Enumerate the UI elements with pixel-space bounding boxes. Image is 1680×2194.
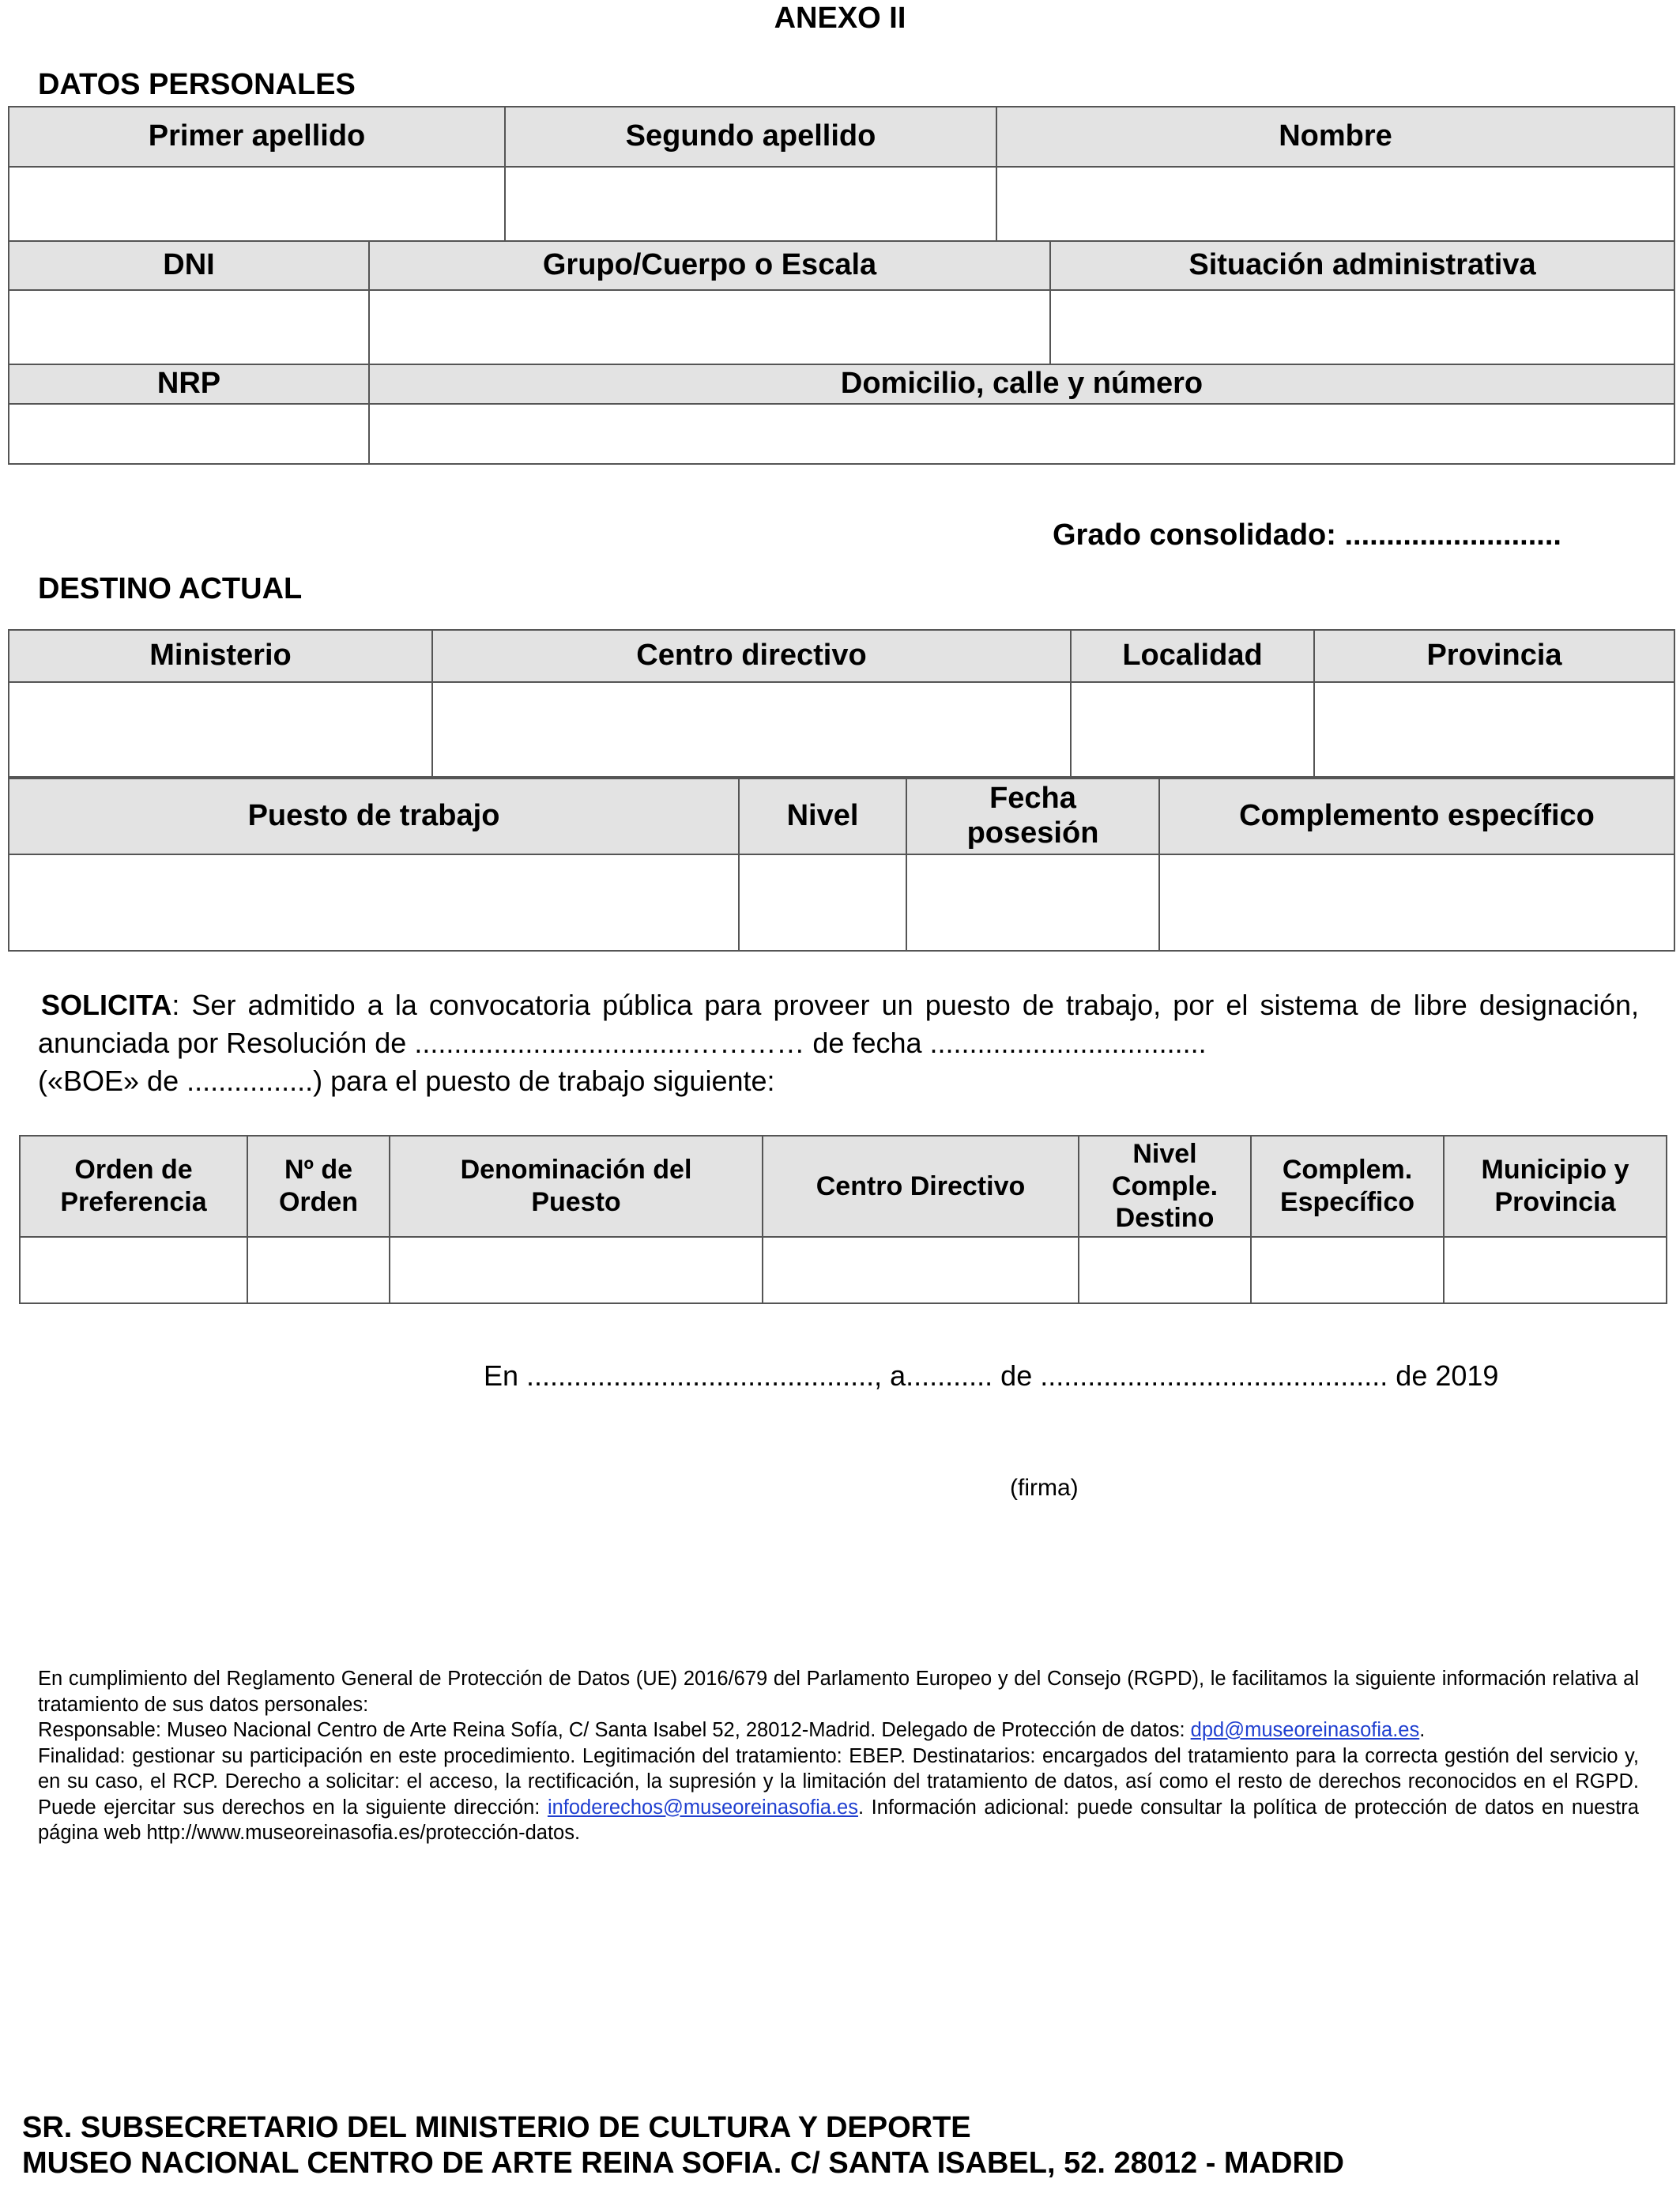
header-fecha-line-2: posesión [966, 816, 1099, 850]
header-nivel-line-1: Nivel [1132, 1138, 1197, 1169]
header-orden-preferencia [20, 1136, 247, 1237]
field-segundo-apellido[interactable] [505, 167, 996, 241]
solicita-paragraph [38, 986, 1639, 1062]
header-ministerio: Ministerio [9, 630, 432, 682]
solicita-text: : Ser admitido a la convocatoria pública para proveer un puesto de trabajo, por el sistema de libre designación, anunciada por Resolución de ...................................………… de fecha ................................... [38, 989, 1639, 1059]
header-denominacion-line-1: Denominación del [460, 1155, 692, 1186]
personal-data-table-1 [8, 106, 1675, 242]
field-municipio-provincia[interactable] [1444, 1237, 1667, 1303]
field-puesto-trabajo[interactable] [9, 854, 739, 951]
header-localidad: Localidad [1071, 630, 1314, 682]
destino-table-1 [8, 629, 1675, 778]
rgpd-finalidad-text: Finalidad: gestionar su participación en este procedimiento. Legitimación del tratamiento: EBEP. Destinatarios: encargados del tratamiento para la correcta gestión del servicio y, en su caso, el RCP. Derecho a solicitar: el acceso, la rectificación, la supresión y la limitación del tratamiento de datos, así como el resto de derechos reconocidos en el RGPD. Puede ejercitar sus derechos en la siguiente dirección: [38, 1744, 1639, 1819]
rgpd-intro: En cumplimiento del Reglamento General de Protección de Datos (UE) 2016/679 del Parlamento Europeo y del Consejo (RGPD), le facilitamos la siguiente información relativa al tratamiento de sus datos personales: [38, 1668, 1639, 1716]
header-orden-preferencia-line-1: Orden de [74, 1155, 193, 1186]
destino-table-2 [8, 778, 1675, 952]
rgpd-finalidad [38, 1744, 1639, 1846]
header-nrp: NRP [9, 364, 369, 404]
header-centro-directivo-puesto: Centro Directivo [763, 1136, 1079, 1237]
section-heading-destino-actual: DESTINO ACTUAL [38, 572, 303, 605]
firma-label: (firma) [1010, 1475, 1079, 1501]
field-localidad[interactable] [1071, 682, 1314, 777]
infoderechos-email-link[interactable]: infoderechos@museoreinasofia.es [547, 1796, 858, 1819]
header-orden-preferencia-line-2: Preferencia [60, 1187, 207, 1217]
dpd-email-link[interactable]: dpd@museoreinasofia.es [1190, 1719, 1420, 1741]
field-centro-directivo-puesto[interactable] [763, 1237, 1079, 1303]
header-provincia: Provincia [1314, 630, 1674, 682]
header-primer-apellido: Primer apellido [9, 107, 505, 167]
field-dni[interactable] [9, 290, 369, 364]
header-complemento-especifico-puesto [1251, 1136, 1444, 1237]
header-numero-orden-line-2: Orden [278, 1187, 359, 1217]
header-fecha-line-1: Fecha [989, 782, 1076, 816]
solicita-boe-line: («BOE» de ................) para el puesto de trabajo siguiente: [38, 1065, 775, 1097]
header-municipio-line-1: Municipio y [1481, 1155, 1629, 1186]
rgpd-notice [38, 1666, 1639, 1846]
header-segundo-apellido: Segundo apellido [505, 107, 996, 167]
field-nrp[interactable] [9, 404, 369, 464]
header-nivel-line-2: Comple. [1111, 1171, 1219, 1201]
field-nivel-complemento-destino[interactable] [1079, 1237, 1251, 1303]
field-complemento-especifico-puesto[interactable] [1251, 1237, 1444, 1303]
header-municipio-line-2: Provincia [1494, 1187, 1616, 1217]
personal-data-table-3 [8, 364, 1675, 465]
addressee-line-2: MUSEO NACIONAL CENTRO DE ARTE REINA SOFIA. C/ SANTA ISABEL, 52. 28012 - MADRID [22, 2147, 1344, 2180]
section-heading-datos-personales: DATOS PERSONALES [38, 68, 356, 101]
header-municipio-provincia [1444, 1136, 1667, 1237]
field-numero-orden[interactable] [247, 1237, 390, 1303]
lugar-fecha-line: En ............................................, a........... de ............................................ de 2019 [484, 1359, 1499, 1392]
header-complem-line-2: Específico [1279, 1187, 1415, 1217]
header-situacion: Situación administrativa [1050, 241, 1674, 290]
header-puesto-trabajo: Puesto de trabajo [9, 778, 739, 854]
puestos-table [19, 1135, 1667, 1304]
header-domicilio: Domicilio, calle y número [369, 364, 1674, 404]
grado-consolidado: Grado consolidado: .......................... [1053, 518, 1561, 552]
header-complemento-especifico: Complemento específico [1159, 778, 1674, 854]
field-fecha-posesion[interactable] [906, 854, 1159, 951]
field-ministerio[interactable] [9, 682, 432, 777]
rgpd-responsable-end: . [1419, 1719, 1426, 1741]
field-denominacion-puesto[interactable] [390, 1237, 763, 1303]
field-nombre[interactable] [996, 167, 1674, 241]
table-row [20, 1237, 1667, 1303]
personal-data-table-2 [8, 240, 1675, 365]
header-nivel-line-3: Destino [1115, 1203, 1215, 1234]
header-numero-orden-line-1: Nº de [284, 1155, 353, 1186]
header-nivel: Nivel [739, 778, 906, 854]
field-grupo-cuerpo[interactable] [369, 290, 1050, 364]
rgpd-finalidad-end: . Información adicional: puede consultar la política de protección de datos en nuestra página web http://www.museoreinasofia.es/protección-datos. [38, 1796, 1639, 1844]
header-nivel-complemento-destino [1079, 1136, 1251, 1237]
header-denominacion-puesto [390, 1136, 763, 1237]
field-domicilio[interactable] [369, 404, 1674, 464]
header-grupo-cuerpo: Grupo/Cuerpo o Escala [369, 241, 1050, 290]
field-situacion[interactable] [1050, 290, 1674, 364]
header-numero-orden [247, 1136, 390, 1237]
rgpd-responsable-text: Responsable: Museo Nacional Centro de Arte Reina Sofía, C/ Santa Isabel 52, 28012-Madrid. Delegado de Protección de datos: [38, 1719, 1191, 1741]
field-nivel[interactable] [739, 854, 906, 951]
header-centro-directivo: Centro directivo [432, 630, 1071, 682]
addressee-line-1: SR. SUBSECRETARIO DEL MINISTERIO DE CULTURA Y DEPORTE [22, 2111, 971, 2144]
field-primer-apellido[interactable] [9, 167, 505, 241]
addressee-block [22, 2110, 1344, 2181]
header-denominacion-line-2: Puesto [531, 1187, 621, 1217]
header-fecha-posesion [906, 778, 1159, 854]
field-provincia[interactable] [1314, 682, 1674, 777]
header-nombre: Nombre [996, 107, 1674, 167]
solicita-label: SOLICITA [41, 989, 172, 1021]
field-complemento-especifico[interactable] [1159, 854, 1674, 951]
field-centro-directivo[interactable] [432, 682, 1071, 777]
page-title: ANEXO II [774, 2, 906, 35]
header-dni: DNI [9, 241, 369, 290]
header-complem-line-1: Complem. [1282, 1155, 1413, 1186]
field-orden-preferencia[interactable] [20, 1237, 247, 1303]
rgpd-responsable [38, 1717, 1639, 1744]
